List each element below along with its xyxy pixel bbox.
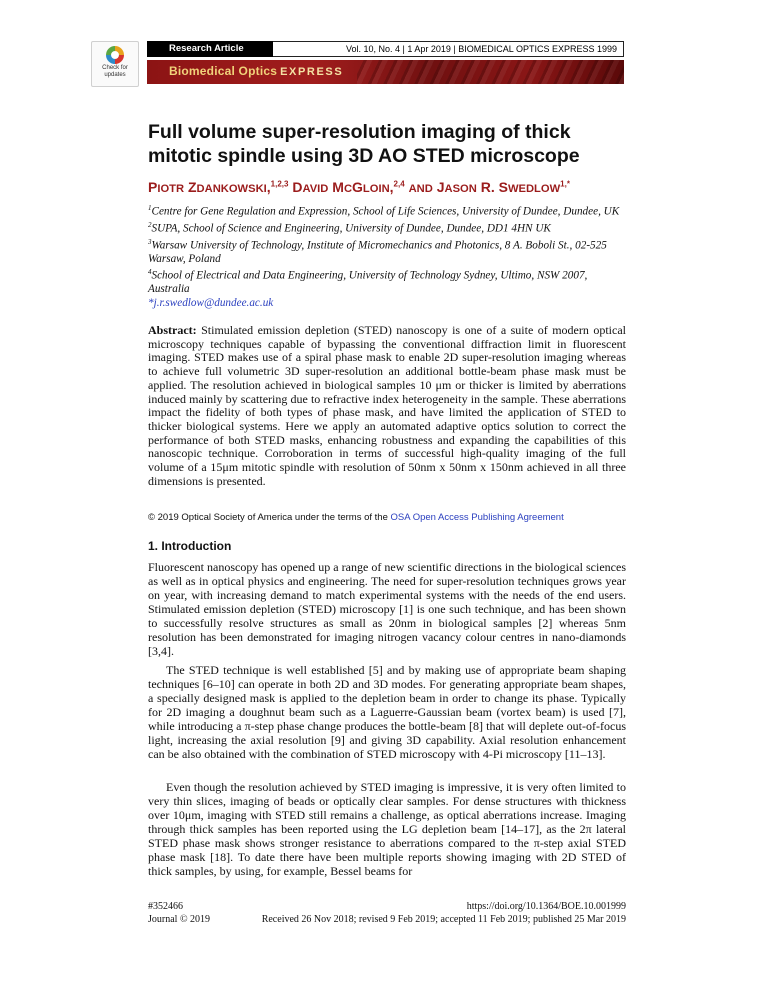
journal-name: Biomedical Optics [169,64,278,78]
journal-citation: Vol. 10, No. 4 | 1 Apr 2019 | BIOMEDICAL OPTICS EXPRESS 1999 [346,44,617,54]
intro-paragraph-3: Even though the resolution achieved by STED imaging is impressive, it is very often limited to very thin slices, imaging of beads or optically clear samples. For dense structures with thickness over 10μm, imaging with STED still remains a challenge, as optical aberrations increase. Imaging through thick samples has been reported using the LG depletion beam [14–17], as the 2π lateral STED phase mask shows stronger resistance to aberrations compared to the π-step axial STED phase mask [18]. To date there have been multiple reports showing imaging with 2D STED of thick samples, by using, for example, Bessel beams for [148,780,626,878]
affiliations [148,202,626,310]
journal-copyright: Journal © 2019 [148,914,211,925]
and-word: AND [408,183,433,195]
author-3: JASON R. $SWEDLOW^{1,*}$ [436,179,570,195]
license-link[interactable]: OSA Open Access Publishing Agreement [390,512,564,523]
abstract-label: Abstract: [148,323,197,337]
author-2: DAVID MCGLOIN,$^{2,4}$ [292,179,405,195]
journal-suffix: EXPRESS [280,66,344,78]
abstract [148,324,626,488]
check-for-updates-badge[interactable] [91,41,139,87]
publication-dates: Received 26 Nov 2018; revised 9 Feb 2019; accepted 11 Feb 2019; published 25 Mar 2019 [261,914,626,925]
author-1: PIOTR ZDANKOWSKI,$^{1,2,3}$ [148,179,289,195]
author-list [148,179,570,195]
journal-banner [147,60,624,84]
section-heading: 1. Introduction [148,539,232,553]
license-line [148,512,564,523]
abstract-text: Stimulated emission depletion (STED) nanoscopy is one of a suite of modern optical microscopy techniques capable of bypassing the conventional diffraction limit in fluorescent imaging. STED makes use of a spiral phase mask to enable 2D super-resolution imaging whereas to achieve full volumetric 3D super-resolution an additional bottle-beam phase mask must be applied. The resolution achieved in biological samples 10 μm or thicker is limited by aberrations induced mainly by scattering due to refractive index heterogeneity in the sample. These aberrations impact the fidelity of both types of phase mask, and have limited the application of STED to thicker biological systems. Here we apply an automated adaptive optics solution to correct the performance of both STED masks, enhancing robustness and expanding the capabilities of this nanoscopic technique. Corroboration in terms of successful high-quality imaging of the full volume of a 15μm mitotic spindle with resolution of 50nm x 50nm x 150nm achieved in all three dimensions is presented. [148,323,626,488]
section-tag: Research Article [147,41,273,57]
affiliation: $^2$SUPA, School of Science and Engineering, University of Dundee, Dundee, DD1 4HN UK [148,221,551,235]
intro-paragraph-2: The STED technique is well established [5] and by making use of appropriate beam shaping techniques [6–10] can operate in both 2D and 3D modes. For generating appropriate beam shapes, a specially designed mask is applied to the depletion beam in order to change its phase. Typically for 2D imaging a doughnut beam such as a Laguerre-Gaussian beam (vortex beam) is used [7], while introducing a π-step phase change produces the bottle-beam [8] that will deplete out-of-focus light, increasing the axial resolution [9] and giving 3D capability. Axial resolution enhancement can be also obtained with the combination of STED microscopy with 4-Pi microscopy [11–13]. [148,663,626,761]
affiliation: $^1$Centre for Gene Regulation and Expression, School of Life Sciences, University of Dundee, Dundee, UK [148,204,620,218]
journal-logo [169,64,343,78]
manuscript-id: #352466 [148,901,183,912]
crossmark-icon [104,45,126,65]
affiliation: $^3$Warsaw University of Technology, Institute of Micromechanics and Photonics, 8 A. Boboli St., 02-525 Warsaw, Poland [148,238,607,266]
corresponding-email-link[interactable]: *j.r.swedlow@dundee.ac.uk [148,296,274,309]
journal-header-bar [147,41,624,57]
intro-paragraph-1: Fluorescent nanoscopy has opened up a range of new scientific directions in the biological sciences as well as in optical physics and engineering. The need for super-resolution techniques grows year on year, with increasing demand to match experimental systems with the needs of the end users. Stimulated emission depletion (STED) microscopy [1] is one such technique, and has been shown to successfully resolve structures as small as 20nm in biological samples [2] whereas 5nm resolution has been demonstrated for imaging nitrogen vacancy colour centres in nano-diamonds [3,4]. [148,560,626,658]
article-title: Full volume super-resolution imaging of thick mitotic spindle using 3D AO STED microscope [148,121,580,167]
license-text: © 2019 Optical Society of America under the terms of the [148,512,388,523]
check-for-updates-label: Check for updates [102,65,128,78]
affiliation: $^4$School of Electrical and Data Engineering, University of Technology Sydney, Ultimo, NSW 2007, Australia [148,268,588,296]
doi-link[interactable]: https://doi.org/10.1364/BOE.10.001999 [466,901,626,912]
